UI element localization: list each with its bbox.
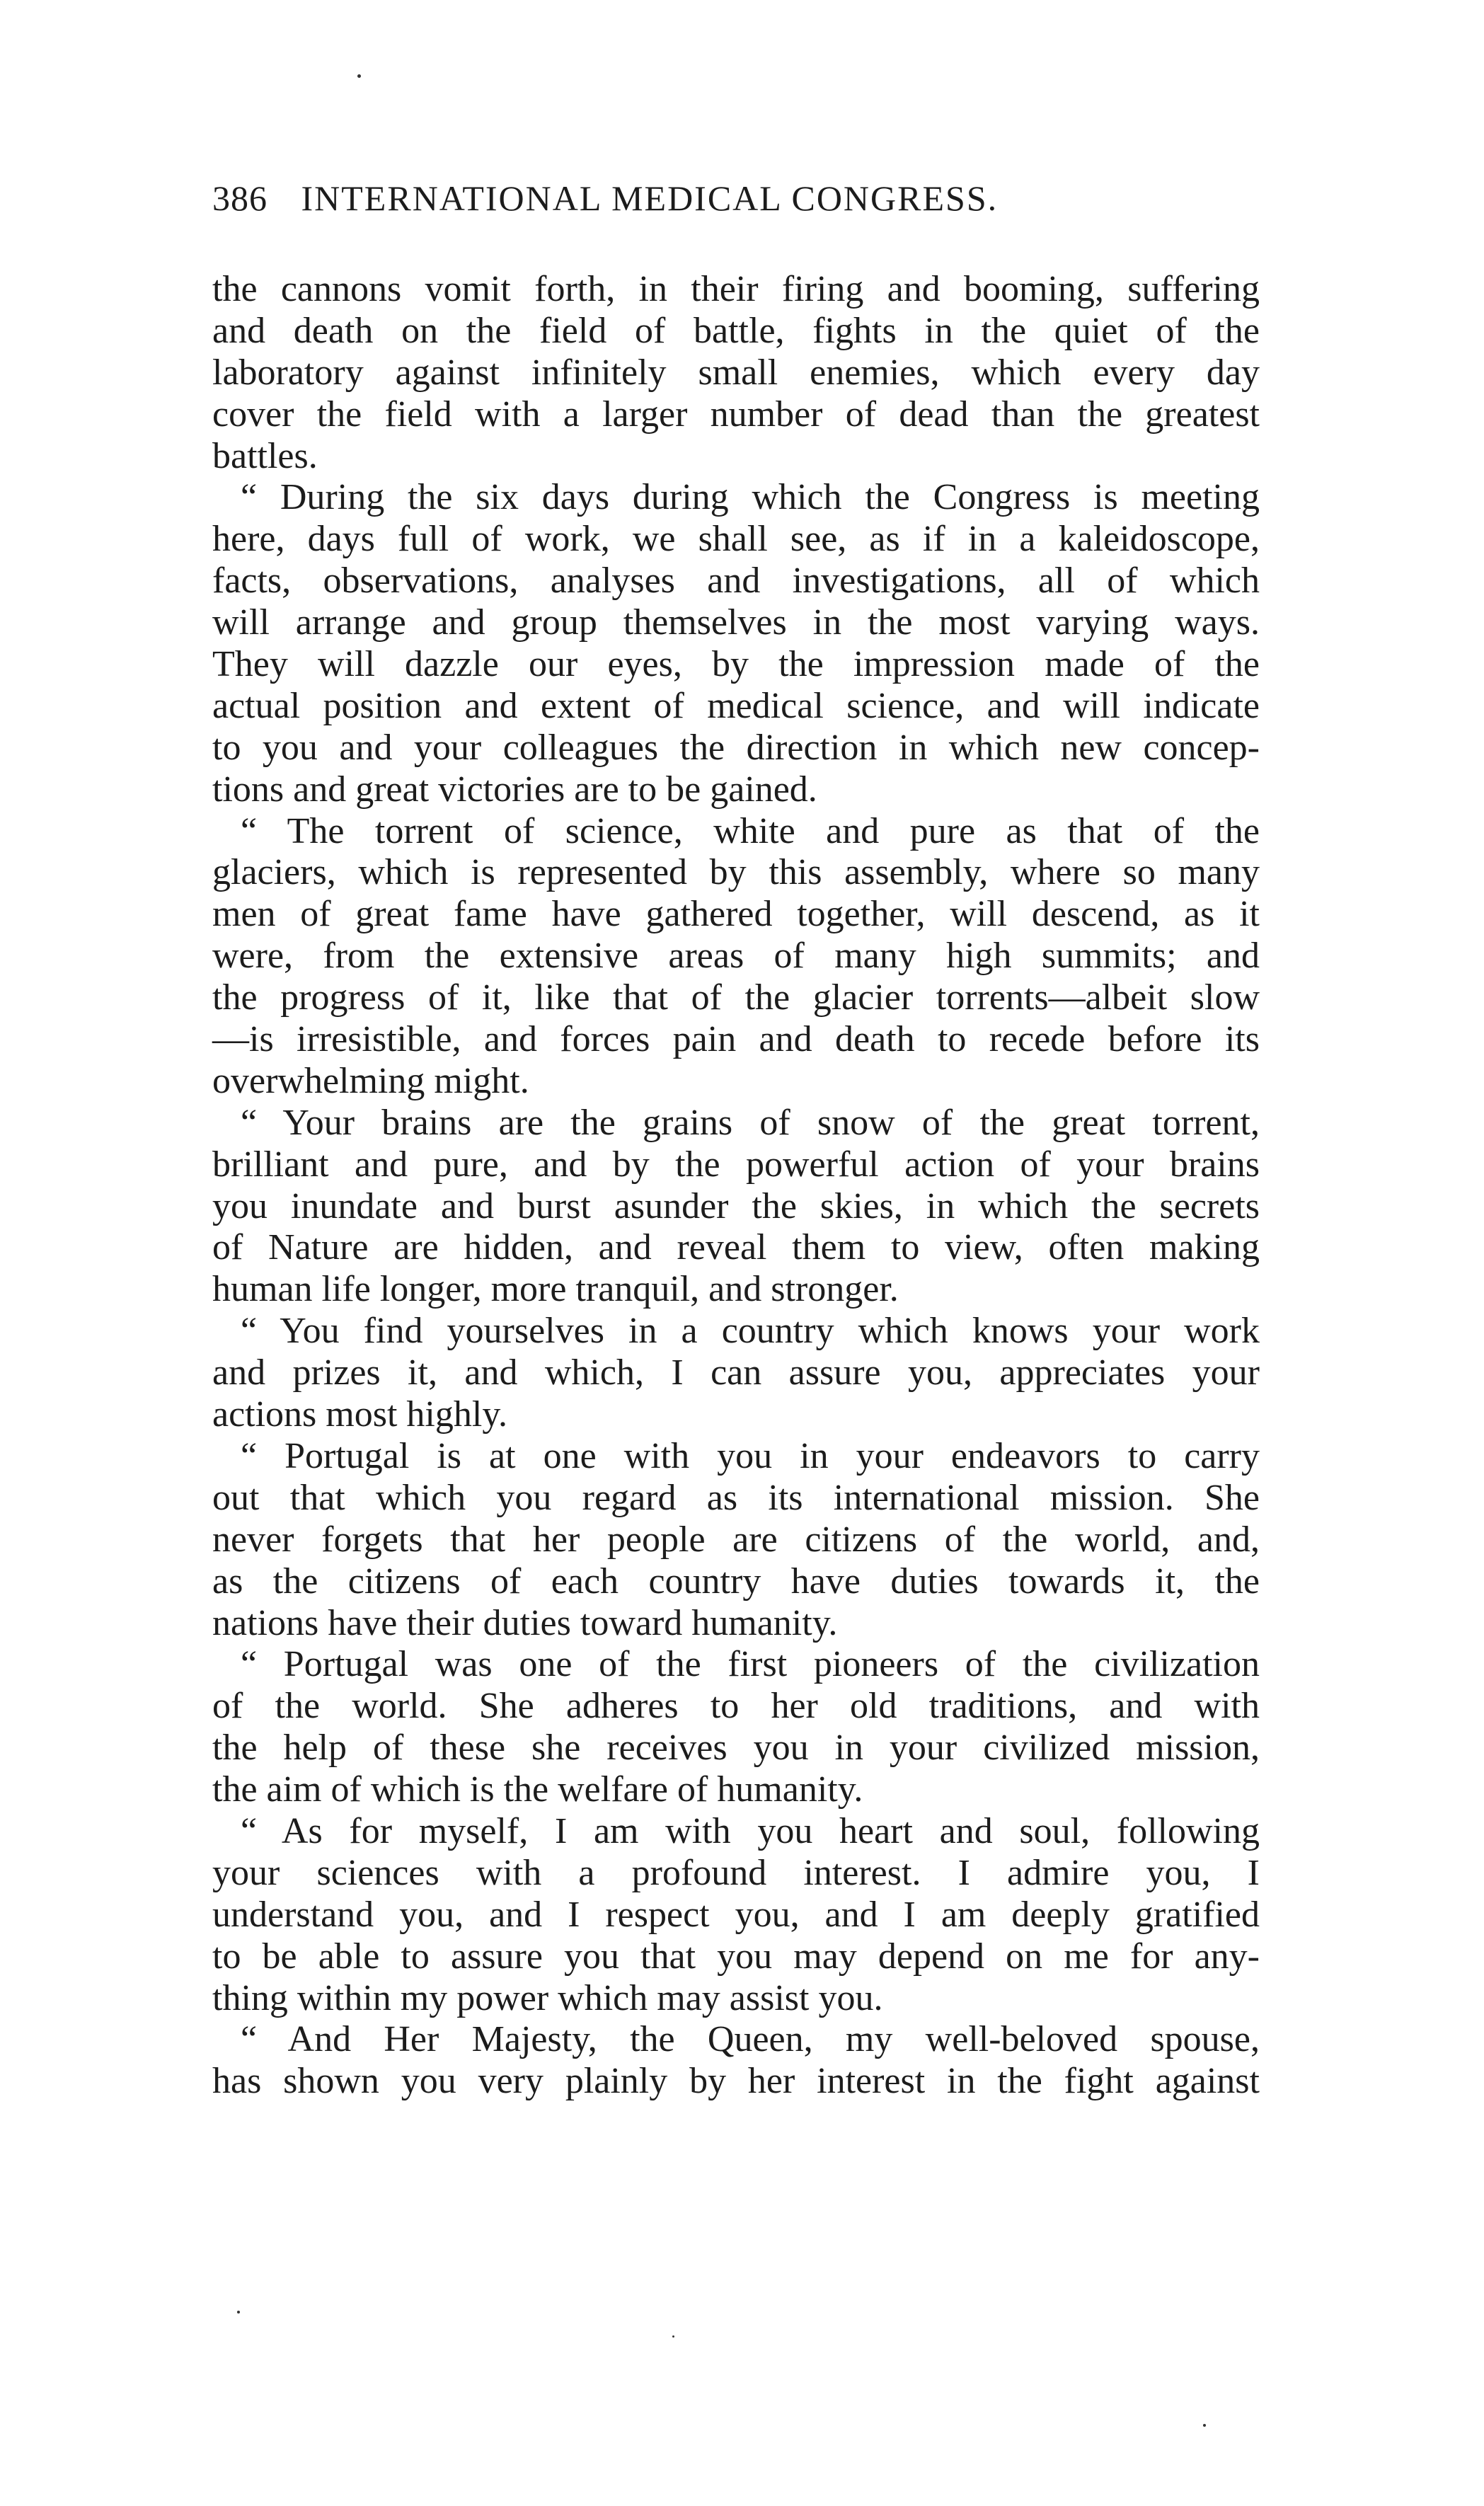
text-line: to you and your colleagues the direction in which new concep- [212,727,1260,768]
text-line: “ You find yourselves in a country which knows your work [241,1311,1260,1352]
paper-speck [1203,2424,1206,2427]
paper-speck [237,2311,240,2314]
text-line: facts, observations, analyses and investigations, all of which [212,561,1260,602]
text-line: the cannons vomit forth, in their firing and booming, suffering [212,269,1260,309]
text-line: of Nature are hidden, and reveal them to view, often making [212,1227,1260,1268]
text-line: nations have their duties toward humanity. [212,1602,838,1643]
text-line: will arrange and group themselves in the most varying ways. [212,602,1260,643]
text-line: human life longer, more tranquil, and stronger. [212,1269,899,1310]
text-line: “ The torrent of science, white and pure as that of the [241,810,1260,851]
text-line: “ Portugal was one of the first pioneers of the civilization [241,1644,1260,1685]
text-line: men of great fame have gathered together, will descend, as it [212,894,1260,935]
text-line: “ Your brains are the grains of snow of the great torrent, [241,1102,1260,1143]
text-line: the help of these she receives you in your civilized mission, [212,1728,1260,1769]
text-line: of the world. She adheres to her old traditions, and with [212,1686,1260,1727]
text-line: you inundate and burst asunder the skies, in which the secrets [212,1185,1260,1226]
text-line: “ Portugal is at one with you in your endeavors to carry [241,1435,1260,1476]
text-line: laboratory against infinitely small enemies, which every day [212,352,1260,393]
running-head [212,170,1260,226]
page-number: 386 [212,178,268,218]
text-line: thing within my power which may assist you. [212,1977,883,2018]
text-line: “ During the six days during which the Congress is meeting [241,477,1260,518]
paper-speck [357,74,361,78]
paper-speck [672,2335,674,2338]
text-line: the aim of which is the welfare of humanity. [212,1769,863,1810]
text-line: never forgets that her people are citizens of the world, and, [212,1519,1260,1560]
text-line: actions most highly. [212,1394,507,1435]
text-line: cover the field with a larger number of dead than the greatest [212,393,1260,435]
text-line: here, days full of work, we shall see, as if in a kaleidoscope, [212,519,1260,560]
body-text [212,269,1260,2103]
text-line: understand you, and I respect you, and I am deeply gratified [212,1894,1260,1935]
text-line: battles. [212,435,318,476]
text-line: out that which you regard as its international mission. She [212,1477,1260,1518]
text-line: and prizes it, and which, I can assure you, appreciates your [212,1352,1260,1393]
text-line: were, from the extensive areas of many high summits; and [212,936,1260,977]
text-line: —is irresistible, and forces pain and death to recede before its [212,1019,1260,1060]
text-line: your sciences with a profound interest. I admire you, I [212,1852,1260,1893]
text-line: “ As for myself, I am with you heart and soul, following [241,1810,1260,1851]
text-line: the progress of it, like that of the glacier torrents—albeit slow [212,977,1260,1018]
text-line: actual position and extent of medical science, and will indicate [212,685,1260,726]
text-line: and death on the field of battle, fights in the quiet of the [212,310,1260,351]
text-line: glaciers, which is represented by this assembly, where so many [212,852,1260,893]
text-line: has shown you very plainly by her interest in the fight against [212,2061,1260,2102]
text-line: overwhelming might. [212,1060,529,1101]
text-line: to be able to assure you that you may depend on me for any- [212,1936,1260,1977]
text-line: They will dazzle our eyes, by the impression made of the [212,644,1260,685]
text-line: “ And Her Majesty, the Queen, my well-beloved spouse, [241,2019,1260,2060]
text-line: brilliant and pure, and by the powerful action of your brains [212,1144,1260,1185]
running-head-title: INTERNATIONAL MEDICAL CONGRESS. [301,178,999,218]
text-line: tions and great victories are to be gained. [212,769,817,810]
text-line: as the citizens of each country have duties towards it, the [212,1560,1260,1602]
